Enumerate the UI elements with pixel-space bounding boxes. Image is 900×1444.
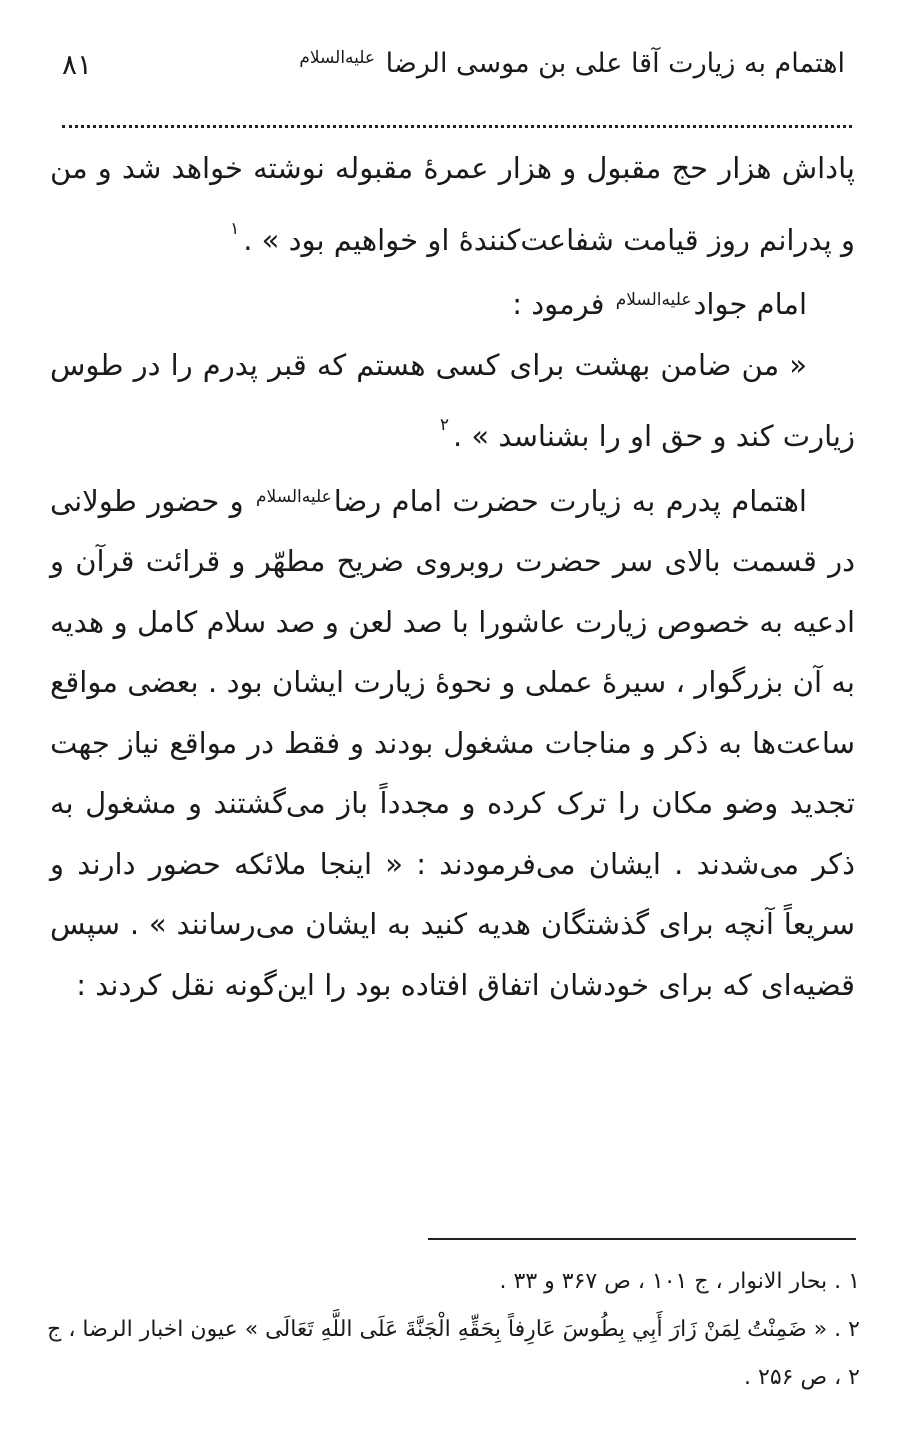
honorific-mark: علیه‌السلام <box>615 290 692 310</box>
footnote-1-text: ۱ . بحار الانوار ، ج ۱۰۱ ، ص ۳۶۷ و ۳۳ . <box>499 1269 860 1294</box>
paragraph-4-text-a: اهتمام پدرم به زیارت حضرت امام رضا <box>333 483 807 518</box>
footnote-ref-1[interactable]: ۱ <box>230 218 240 239</box>
running-header <box>62 48 845 108</box>
footnote-2-prefix: ۲ . « <box>813 1317 860 1342</box>
paragraph-2-text-b: فرمود : <box>512 287 605 321</box>
footnote-2-arabic-quote: ضَمِنْتُ لِمَنْ زَارَ أَبِي بِطُوسَ عَارِفاً بِحَقِّهِ الْجَنَّةَ عَلَى اللَّهِ تَعَالَى <box>265 1317 807 1342</box>
footnote-divider <box>428 1238 856 1240</box>
paragraph-1-text: پاداش هزار حج مقبول و هزار عمرهٔ مقبوله نوشته خواهد شد و من و پدرانم روز قیامت شفاعت‌کنندهٔ او خواهیم بود » . <box>50 151 855 257</box>
main-text <box>50 138 855 1015</box>
paragraph-2-text-a: امام جواد <box>693 287 807 321</box>
header-divider <box>62 125 852 128</box>
paragraph-2 <box>50 270 855 335</box>
honorific-mark: علیه‌السلام <box>256 486 332 507</box>
paragraph-3-text: « من ضامن بهشت برای کسی هستم که قبر پدرم را در طوس زیارت کند و حق او را بشناسد » . <box>50 347 855 453</box>
footnote-1 <box>44 1258 860 1306</box>
honorific-mark: علیه‌السلام <box>299 48 376 68</box>
footnote-2 <box>44 1306 860 1402</box>
paragraph-1 <box>50 138 855 270</box>
paragraph-3 <box>50 335 855 467</box>
footnote-ref-2[interactable]: ۲ <box>439 415 449 435</box>
chapter-title <box>297 48 845 79</box>
chapter-title-text: اهتمام به زیارت آقا علی بن موسی الرضا <box>385 48 845 79</box>
footnote-2-suffix: » عیون اخبار الرضا ، ج ۲ ، ص ۲۵۶ . <box>47 1317 860 1390</box>
paragraph-4-text-b: و حضور طولانی در قسمت بالای سر حضرت روبروی ضریح مطهّر و قرائت قرآن و ادعیه به خصوص زیارت عاشورا با صد لعن و صد سلام کامل و هدیه به آن بزرگوار ، سیرهٔ عملی و نحوهٔ زیارت ایشان بود . بعضی مواقع ساعت‌ها به ذکر و مناجات مشغول بودند و فقط در مواقع نیاز جهت تجدید وضو مکان را ترک کرده و مجدداً باز می‌گشتند و مشغول به ذکر می‌شدند . ایشان می‌فرمودند : « اینجا ملائکه حضور دارند و سریعاً آنچه برای گذشتگان هدیه کنید به ایشان می‌رسانند » . سپس قضیه‌ای که برای خودشان اتفاق افتاده بود را این‌گونه نقل کردند : <box>50 483 855 1002</box>
page-number: ۸۱ <box>62 48 93 81</box>
footnotes <box>44 1258 860 1402</box>
paragraph-4 <box>50 467 855 1016</box>
